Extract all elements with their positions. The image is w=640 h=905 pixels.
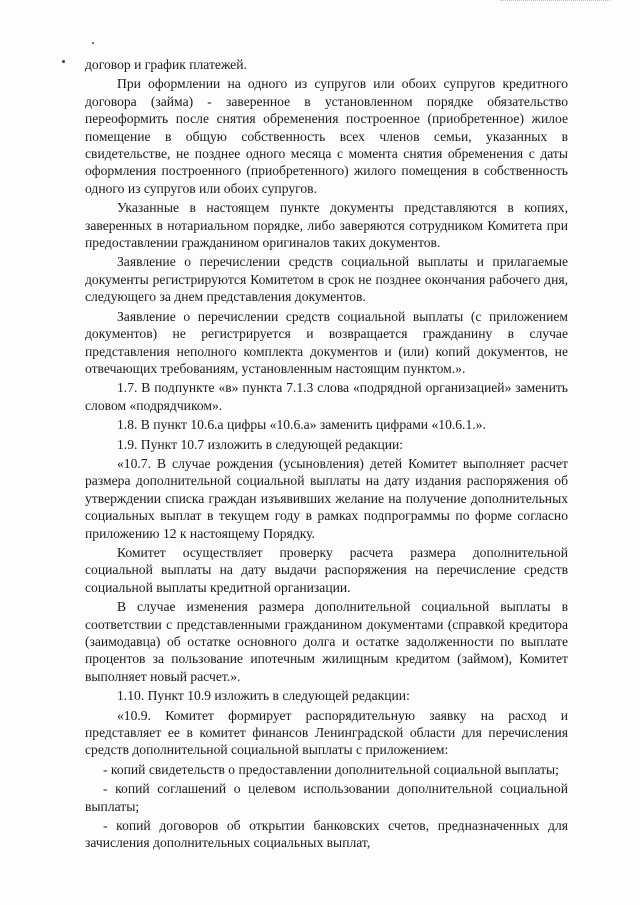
list-item-agreements: - копий соглашений о целевом использовании дополнительной социальной выплаты;	[85, 781, 568, 814]
paragraph-clause-10-9: «10.9. Комитет формирует распорядительную заявку на расход и представляет ее в комитет финансов Ленинградской области для перечисления средств дополнительной социальной выплаты с приложением:	[85, 707, 568, 758]
paragraph-documents-copies: Указанные в настоящем пункте документы представляются в копиях, заверенных в нотариальном порядке, либо заверяются сотрудником Комитета при предоставлении гражданином оригиналов таких документов.	[85, 200, 568, 251]
paragraph-recalculation: В случае изменения размера дополнительной социальной выплаты в соответствии с представленными гражданином документами (справкой кредитора (заимодавца) об остатке основного долга и остатке задолженности по выплате процентов за пользование ипотечным жилищным кредитом (займом), Комитет выполняет новый расчет.».	[85, 599, 568, 684]
paragraph-application-registration: Заявление о перечислении средств социальной выплаты и прилагаемые документы регистрируются Комитетом в срок не позднее окончания рабочего дня, следующего за днем представления документов.	[85, 254, 568, 305]
paragraph-committee-check: Комитет осуществляет проверку расчета размера дополнительной социальной выплаты на дату выдачи распоряжения на перечисление средств социальной выплаты кредитной организации.	[85, 544, 568, 595]
paragraph-application-return: Заявление о перечислении средств социальной выплаты (с приложением документов) не регистрируется и возвращается гражданину в случае представления неполного комплекта документов и (или) копий документов, не отвечающих требованиям, установленным настоящим пунктом.».	[85, 308, 568, 376]
document-body	[85, 56, 568, 854]
scan-speck	[62, 60, 65, 63]
scan-speck	[92, 42, 94, 44]
list-item-certificates: - копий свидетельств о предоставлении дополнительной социальной выплаты;	[103, 761, 559, 777]
paragraph-item-1-7: 1.7. В подпункте «в» пункта 7.1.3 слова «подрядной организацией» заменить словом «подрядчиком».	[85, 380, 568, 413]
paragraph-item-1-10: 1.10. Пункт 10.9 изложить в следующей редакции:	[117, 688, 410, 704]
paragraph-item-1-9: 1.9. Пункт 10.7 изложить в следующей редакции:	[117, 436, 404, 452]
paragraph-item-1-8: 1.8. В пункт 10.6.а цифры «10.6.а» заменить цифрами «10.6.1.».	[117, 417, 486, 433]
paragraph-continuation: договор и график платежей.	[85, 57, 247, 72]
paragraph-clause-10-7: «10.7. В случае рождения (усыновления) детей Комитет выполняет расчет размера дополнительной социальной выплаты на дату издания распоряжения об утверждении списка граждан изъявивших желание на получение дополнительных социальных выплат в текущем году в рамках подпрограммы по форме согласно приложению 12 к настоящему Порядку.	[85, 455, 568, 541]
paragraph-spouses-obligation: При оформлении на одного из супругов или обоих супругов кредитного договора (займа) - заверенное в установленном порядке обязательство переоформить после снятия обременения построенное (приобретенное) жилое помещение в общую собственность всех членов семьи, указанных в свидетельстве, не позднее одного месяца с момента снятия обременения с даты оформления построенного (приобретенного) жилого помещения в собственность одного из супругов или обоих супругов.	[85, 76, 568, 196]
list-item-bank-accounts: - копий договоров об открытии банковских счетов, предназначенных для зачисления дополнительных социальных выплат,	[85, 818, 568, 851]
scan-artifact	[500, 0, 610, 4]
